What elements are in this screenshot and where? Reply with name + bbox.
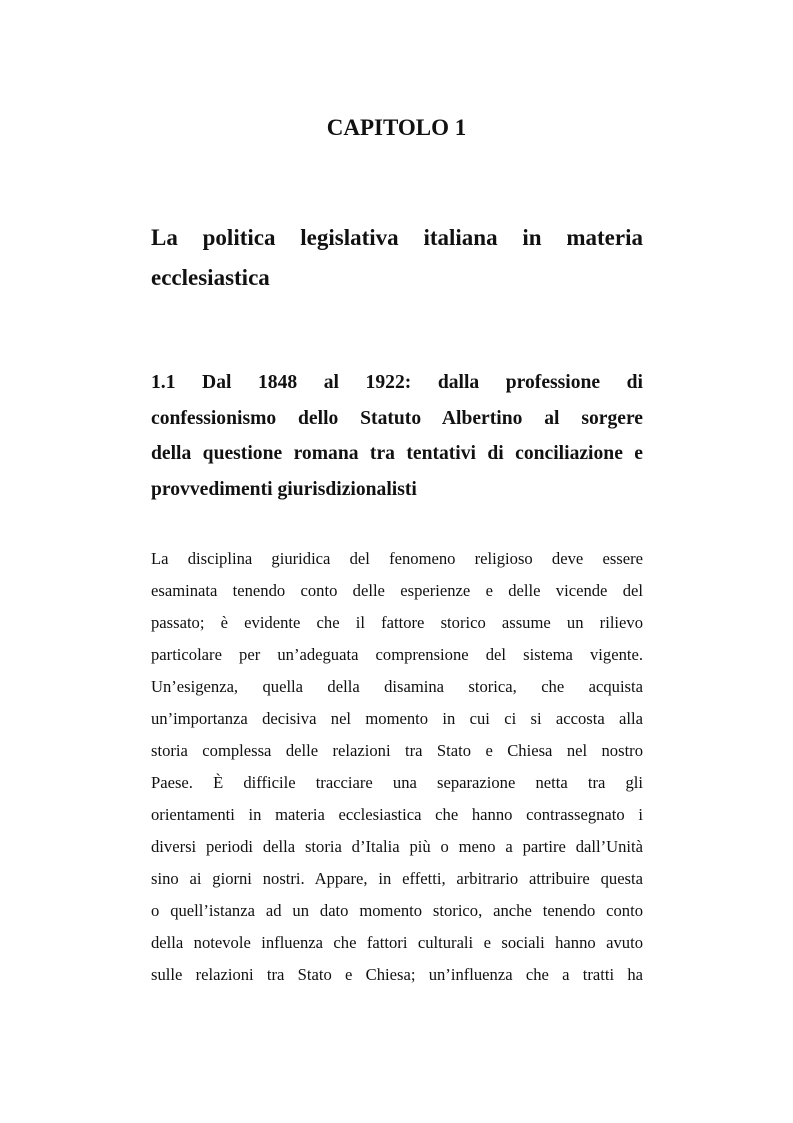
chapter-title-line: ecclesiastica bbox=[151, 265, 270, 290]
body-line: della notevole influenza che fattori culturali e sociali hanno avuto bbox=[151, 933, 643, 952]
body-line: storia complessa delle relazioni tra Stato e Chiesa nel nostro bbox=[151, 741, 643, 760]
chapter-title bbox=[151, 218, 643, 298]
body-line: passato; è evidente che il fattore storico assume un rilievo bbox=[151, 613, 643, 632]
body-line: un’importanza decisiva nel momento in cui ci si accosta alla bbox=[151, 709, 643, 728]
body-line: Un’esigenza, quella della disamina storica, che acquista bbox=[151, 677, 643, 696]
body-line: particolare per un’adeguata comprensione del sistema vigente. bbox=[151, 645, 643, 664]
section-title bbox=[151, 365, 643, 507]
body-line: sulle relazioni tra Stato e Chiesa; un’influenza che a tratti ha bbox=[151, 965, 643, 984]
section-title-line: 1.1 Dal 1848 al 1922: dalla professione di bbox=[151, 372, 643, 393]
section-title-line: della questione romana tra tentativi di conciliazione e bbox=[151, 443, 643, 464]
body-line: diversi periodi della storia d’Italia più o meno a partire dall’Unità bbox=[151, 837, 643, 856]
body-line: orientamenti in materia ecclesiastica che hanno contrassegnato i bbox=[151, 805, 643, 824]
body-line: Paese. È difficile tracciare una separazione netta tra gli bbox=[151, 773, 643, 792]
body-line: sino ai giorni nostri. Appare, in effetti, arbitrario attribuire questa bbox=[151, 869, 643, 888]
section-title-line: provvedimenti giurisdizionalisti bbox=[151, 478, 417, 500]
body-line: La disciplina giuridica del fenomeno religioso deve essere bbox=[151, 549, 643, 568]
body-paragraph bbox=[151, 543, 643, 991]
body-line: esaminata tenendo conto delle esperienze e delle vicende del bbox=[151, 581, 643, 600]
chapter-heading: CAPITOLO 1 bbox=[326, 115, 467, 140]
body-line: o quell’istanza ad un dato momento storico, anche tenendo conto bbox=[151, 901, 643, 920]
chapter-title-line: La politica legislativa italiana in materia bbox=[151, 225, 643, 250]
section-title-line: confessionismo dello Statuto Albertino al sorgere bbox=[151, 407, 643, 429]
